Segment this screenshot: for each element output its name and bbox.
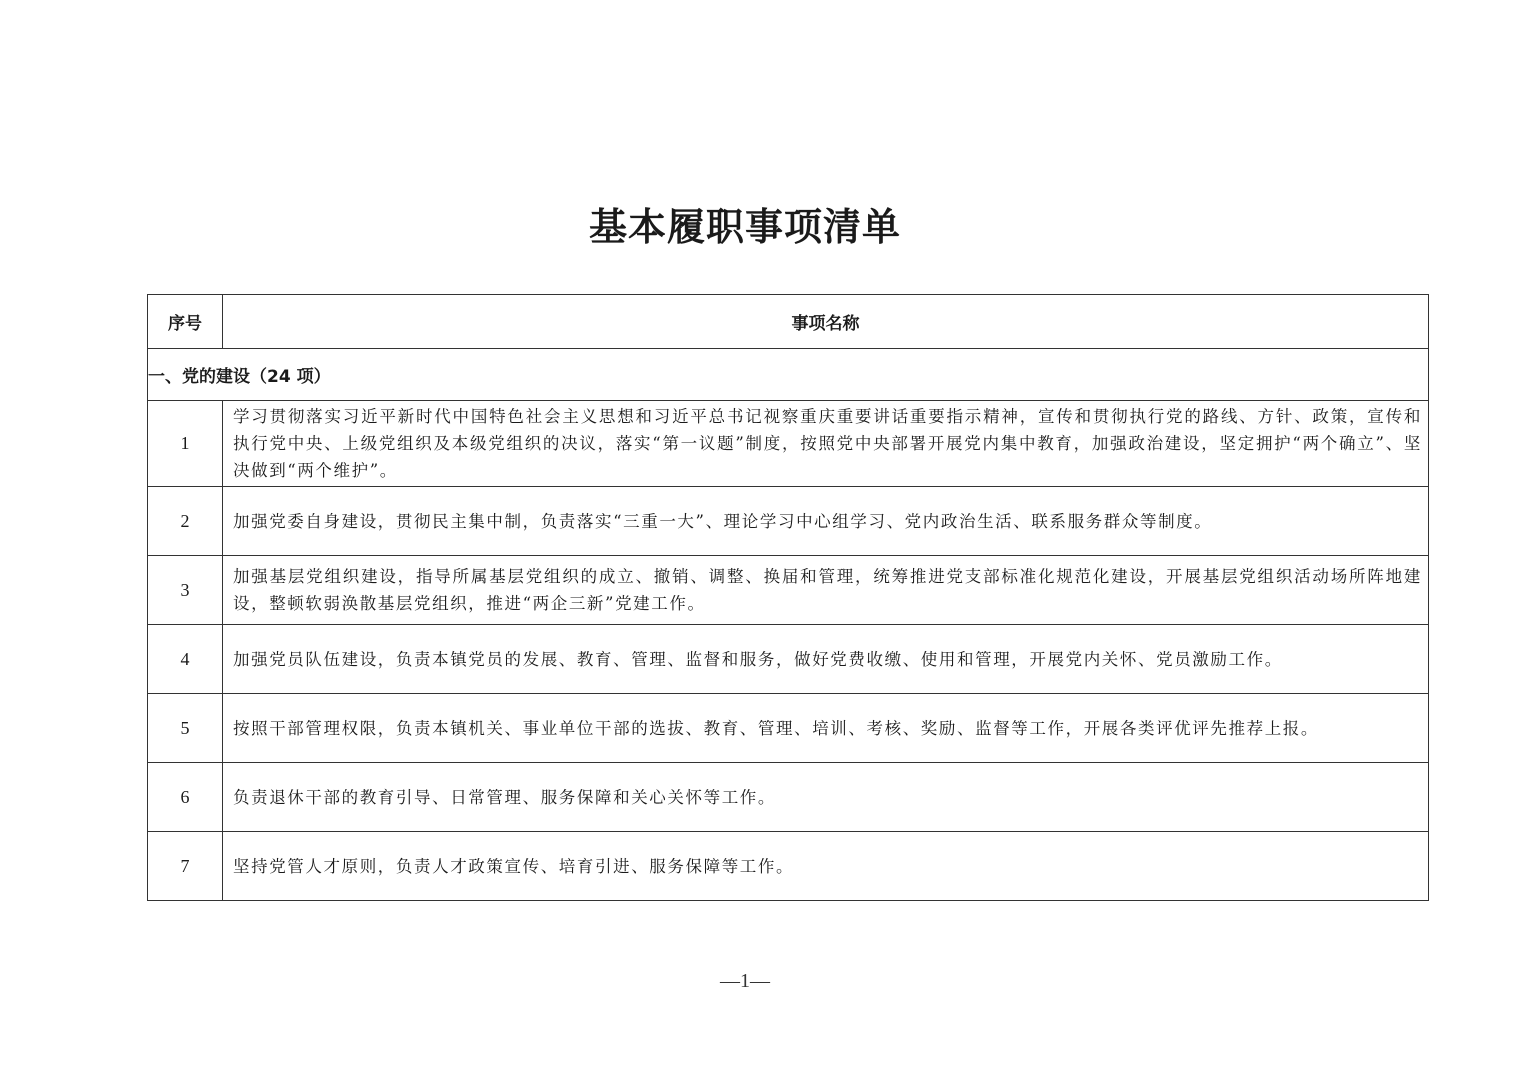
- header-item-name: 事项名称: [223, 295, 1429, 349]
- row-item-text: 按照干部管理权限，负责本镇机关、事业单位干部的选拔、教育、管理、培训、考核、奖励、监督等工作，开展各类评优评先推荐上报。: [223, 694, 1429, 763]
- page-number: —1—: [720, 970, 770, 992]
- table-row: [148, 694, 1429, 763]
- table-row: [148, 487, 1429, 556]
- table-header-row: [148, 295, 1429, 349]
- row-item-text: 学习贯彻落实习近平新时代中国特色社会主义思想和习近平总书记视察重庆重要讲话重要指示精神，宣传和贯彻执行党的路线、方针、政策，宣传和执行党中央、上级党组织及本级党组织的决议，落实“第一议题”制度，按照党中央部署开展党内集中教育，加强政治建设，坚定拥护“两个确立”、坚决做到“两个维护”。: [223, 401, 1429, 487]
- section-row: [148, 349, 1429, 401]
- row-item-text: 负责退休干部的教育引导、日常管理、服务保障和关心关怀等工作。: [223, 763, 1429, 832]
- row-number: 3: [148, 556, 223, 625]
- row-item-text: 加强党委自身建设，贯彻民主集中制，负责落实“三重一大”、理论学习中心组学习、党内政治生活、联系服务群众等制度。: [223, 487, 1429, 556]
- table-row: [148, 832, 1429, 901]
- row-number: 7: [148, 832, 223, 901]
- section-label: 一、党的建设（24 项）: [148, 349, 1429, 401]
- duty-list-table: [147, 294, 1429, 901]
- row-number: 5: [148, 694, 223, 763]
- row-number: 1: [148, 401, 223, 487]
- table-row: [148, 556, 1429, 625]
- row-number: 2: [148, 487, 223, 556]
- row-item-text: 加强党员队伍建设，负责本镇党员的发展、教育、管理、监督和服务，做好党费收缴、使用和管理，开展党内关怀、党员激励工作。: [223, 625, 1429, 694]
- row-item-text: 加强基层党组织建设，指导所属基层党组织的成立、撤销、调整、换届和管理，统筹推进党支部标准化规范化建设，开展基层党组织活动场所阵地建设，整顿软弱涣散基层党组织，推进“两企三新”党建工作。: [223, 556, 1429, 625]
- row-number: 4: [148, 625, 223, 694]
- table-row: [148, 401, 1429, 487]
- header-number: 序号: [148, 295, 223, 349]
- table-row: [148, 763, 1429, 832]
- row-number: 6: [148, 763, 223, 832]
- table-row: [148, 625, 1429, 694]
- page-title: 基本履职事项清单: [588, 204, 901, 249]
- row-item-text: 坚持党管人才原则，负责人才政策宣传、培育引进、服务保障等工作。: [223, 832, 1429, 901]
